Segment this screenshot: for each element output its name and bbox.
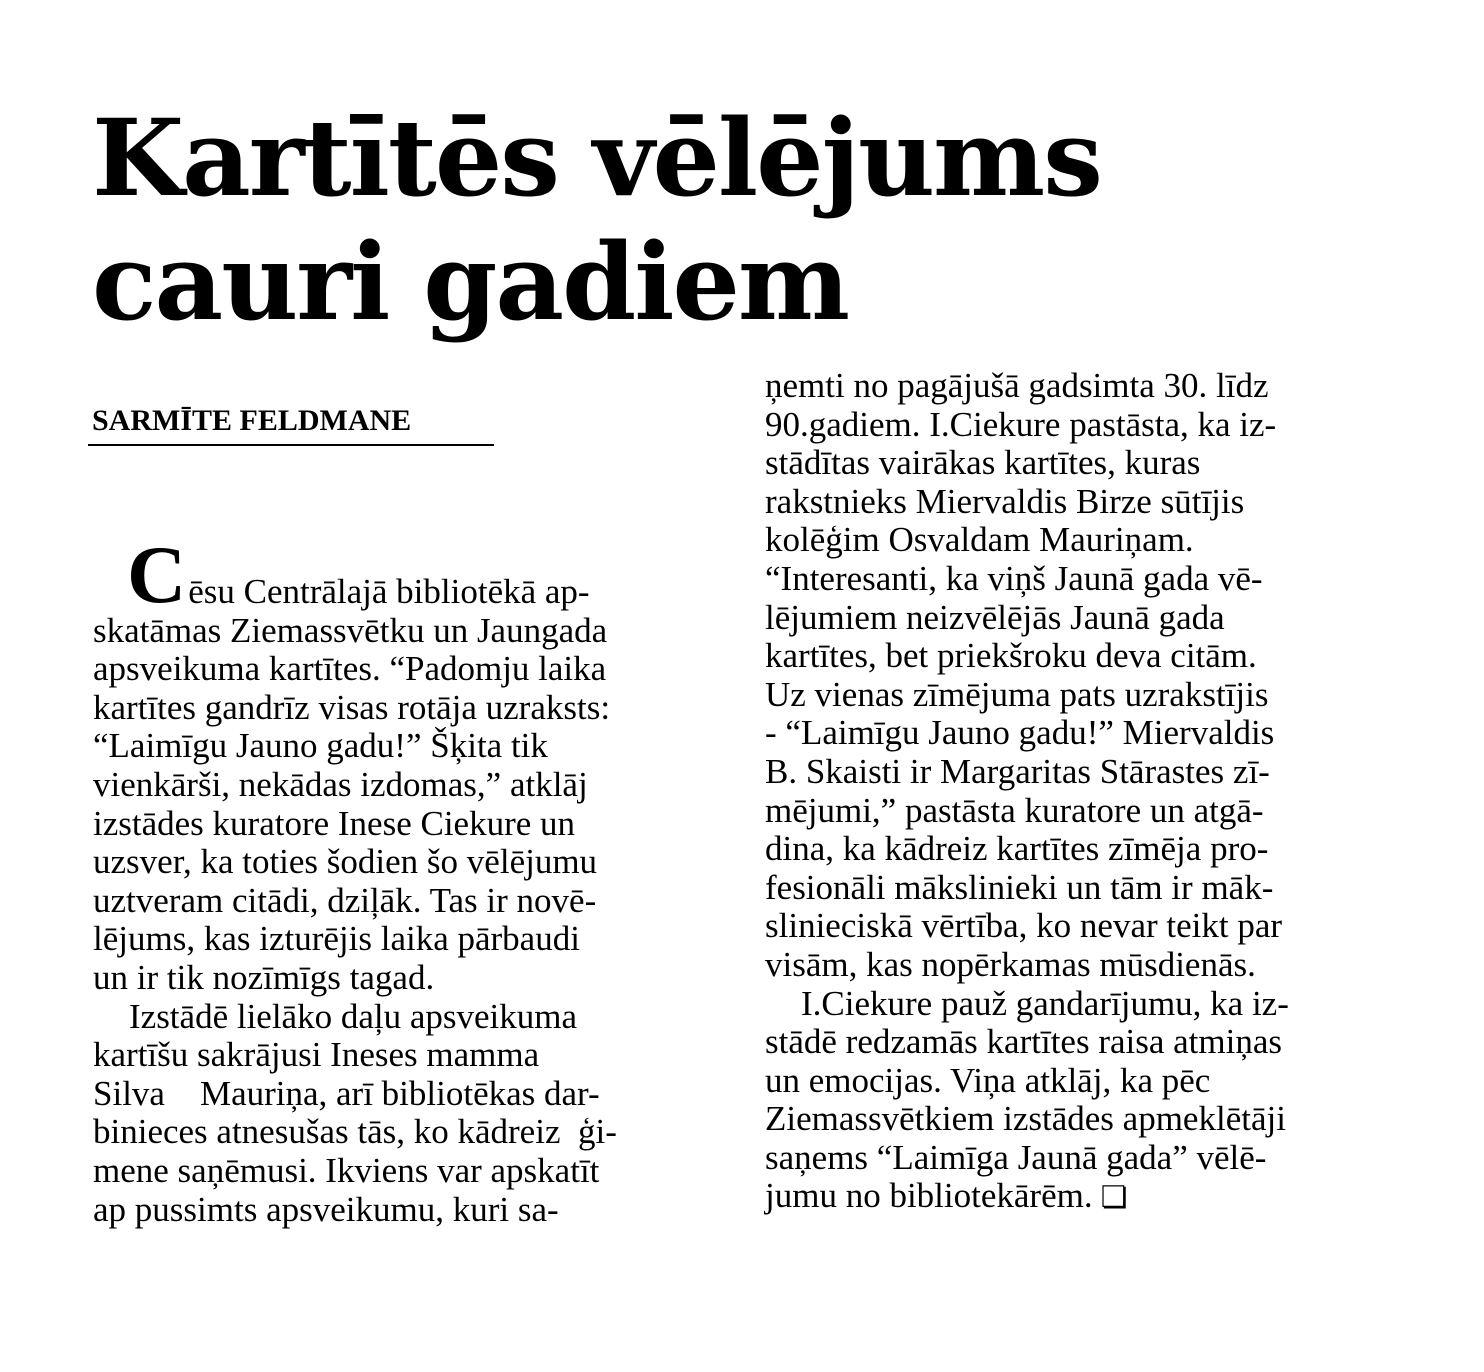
text-line: ēsu Centrālajā bibliotēkā ap-: [188, 572, 590, 611]
text-line: Uz vienas zīmējuma pats uzrakstījis: [765, 674, 1269, 714]
text-line: vienkārši, nekādas izdomas,” atklāj: [93, 764, 588, 804]
text-line: binieces atnesušas tās, ko kādreiz ģi-: [93, 1112, 617, 1152]
text-line: kartīšu sakrājusi Ineses mamma: [93, 1035, 540, 1075]
text-line: lējumiem neizvēlējās Jaunā gada: [765, 597, 1225, 637]
text-line: 90.gadiem. I.Ciekure pastāsta, ka iz-: [765, 404, 1277, 444]
paragraph: [765, 985, 1425, 1219]
text-line: dina, ka kādreiz kartītes zīmēja pro-: [765, 829, 1269, 869]
text-line: slinieciskā vērtība, ko nevar teikt par: [765, 906, 1283, 946]
text-line: uzsver, ka toties šodien šo vēlējumu: [93, 842, 598, 882]
text-line: “Laimīgu Jauno gadu!” Šķita tik: [93, 726, 548, 766]
text-line-content: jumu no bibliotekārēm.: [765, 1176, 1093, 1216]
text-line: mējumi,” pastāsta kuratore un atgā-: [765, 790, 1264, 830]
text-line: ap pussimts apsveikumu, kuri sa-: [93, 1189, 559, 1229]
text-line: un emocijas. Viņa atklāj, ka pēc: [765, 1060, 1211, 1100]
drop-cap: C: [127, 529, 187, 620]
headline-line: Kartītēs vēlējums: [92, 95, 1101, 220]
text-line: apsveikuma kartītes. “Padomju laika: [93, 649, 607, 689]
paragraph: [765, 367, 1425, 985]
text-line: - “Laimīgu Jauno gadu!” Miervaldis: [765, 713, 1275, 753]
text-line: un ir tik nozīmīgs tagad.: [93, 957, 435, 997]
text-line: B. Skaisti ir Margaritas Stārastes zī-: [765, 751, 1270, 791]
text-line: Silva Mauriņa, arī bibliotēkas dar-: [93, 1073, 600, 1113]
text-line: [765, 1177, 1425, 1218]
text-line: fesionāli mākslinieki un tām ir māk-: [765, 867, 1274, 907]
text-line: Izstādē lielāko daļu apsveikuma: [129, 996, 578, 1036]
text-line: saņems “Laimīga Jaunā gada” vēlē-: [765, 1137, 1267, 1177]
byline-author: SARMĪTE FELDMANE: [88, 404, 494, 446]
text-line: Ziemassvētkiem izstādes apmeklētāji: [765, 1099, 1286, 1139]
text-line: lējums, kas izturējis laika pārbaudi: [93, 919, 580, 959]
text-line: kartītes gandrīz visas rotāja uzraksts:: [93, 687, 611, 727]
article-column-left: [93, 529, 733, 1229]
paragraph: [93, 529, 733, 998]
article-column-right: [765, 367, 1425, 1218]
paragraph: [93, 998, 733, 1230]
text-line: ņemti no pagājušā gadsimta 30. līdz: [765, 366, 1269, 405]
end-of-article-icon: ❏: [1100, 1180, 1128, 1216]
headline: [92, 96, 1101, 344]
text-line: kartītes, bet priekšroku deva citām.: [765, 636, 1257, 676]
text-line: izstādes kuratore Inese Ciekure un: [93, 803, 576, 843]
text-line: visām, kas nopērkamas mūsdienās.: [765, 944, 1256, 984]
text-line: skatāmas Ziemassvētku un Jaungada: [93, 610, 608, 650]
text-line: “Interesanti, ka viņš Jaunā gada vē-: [765, 558, 1263, 598]
headline-line: cauri gadiem: [92, 219, 849, 344]
text-line: stādītas vairākas kartītes, kuras: [765, 443, 1201, 483]
text-line: rakstnieks Miervaldis Birze sūtījis: [765, 481, 1245, 521]
text-line: uztveram citādi, dziļāk. Tas ir novē-: [93, 880, 597, 920]
text-line: I.Ciekure pauž gandarījumu, ka iz-: [801, 983, 1289, 1023]
text-line: kolēģim Osvaldam Mauriņam.: [765, 520, 1194, 560]
text-line: stādē redzamās kartītes raisa atmiņas: [765, 1022, 1283, 1062]
text-line: mene saņēmusi. Ikviens var apskatīt: [93, 1150, 600, 1190]
